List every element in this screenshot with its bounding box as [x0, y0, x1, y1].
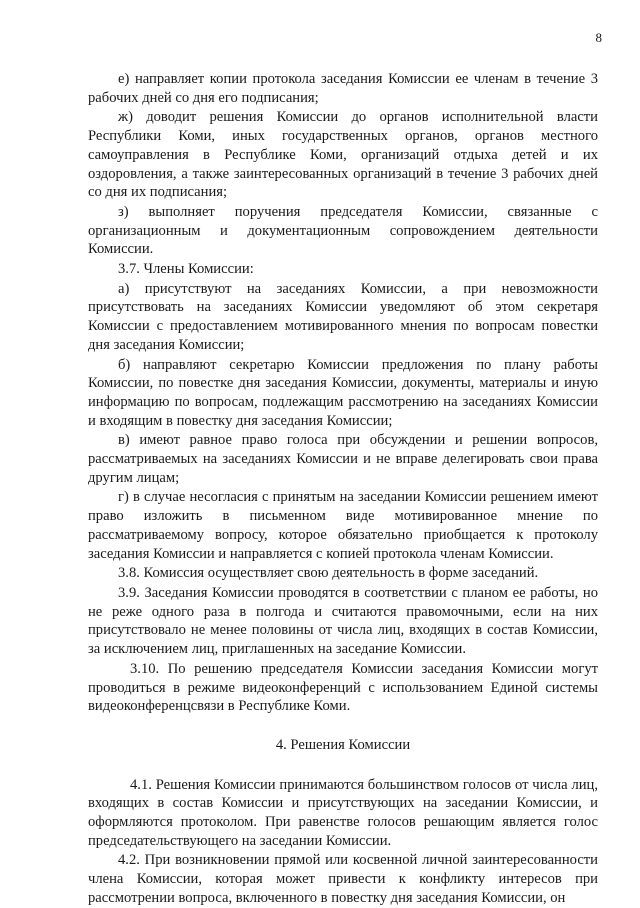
paragraph-3-10: 3.10. По решению председателя Комиссии заседания Комиссии могут проводиться в режиме видеоконференций с использованием Единой системы видеоконференцсвязи в Республике Коми.: [88, 660, 598, 715]
paragraph-v: в) имеют равное право голоса при обсуждении и решении вопросов, рассматриваемых на заседаниях Комиссии и не вправе делегировать свои права другим лицам;: [88, 432, 598, 486]
paragraph-z: з) выполняет поручения председателя Комиссии, связанные с организационным и документационным сопровождением деятельности Комиссии.: [88, 203, 598, 258]
paragraph-4-1: 4.1. Решения Комиссии принимаются большинством голосов от числа лиц, входящих в состав Комиссии и присутствующих на заседании Комиссии, и оформляются протоколом. При равенстве голосов решающим является голос председательствующего на заседании Комиссии.: [88, 776, 598, 849]
paragraph-b: б) направляют секретарю Комиссии предложения по плану работы Комиссии, по повестке дня заседания Комиссии, документы, материалы и иную информацию по вопросам, подлежащим рассмотрению на заседаниях Комиссии и входящим в повестку дня заседания Комиссии;: [88, 356, 598, 429]
paragraph-4-2: 4.2. При возникновении прямой или косвенной личной заинтересованности члена Комиссии, которая может привести к конфликту интересов при рассмотрении вопроса, включенного в повестку дня заседания Комиссии, он: [88, 852, 598, 906]
paragraph-a: а) присутствуют на заседаниях Комиссии, а при невозможности присутствовать на заседаниях Комиссии уведомляют об этом секретаря Комиссии с предоставлением мотивированного мнения по вопросам повестки дня заседания Комиссии;: [88, 280, 598, 353]
paragraph-3-8: 3.8. Комиссия осуществляет свою деятельность в форме заседаний.: [118, 565, 539, 582]
section-heading-4: 4. Решения Комиссии: [275, 736, 411, 753]
paragraph-3-7: 3.7. Члены Комиссии:: [118, 261, 254, 278]
paragraph-zh: ж) доводит решения Комиссии до органов исполнительной власти Республики Коми, иных государственных органов, органов местного самоуправления в Республике Коми, организаций отдыха детей и их оздоровления, а также заинтересованных организаций в течение 3 рабочих дней со дня их подписания;: [88, 109, 598, 201]
paragraph-g: г) в случае несогласия с принятым на заседании Комиссии решением имеют право изложить в письменном виде мотивированное мнение по рассматриваемому вопросу, которое обязательно приобщается к протоколу заседания Комиссии и направляется с копией протокола членам Комиссии.: [88, 489, 598, 562]
page-number: 8: [595, 30, 602, 45]
paragraph-e: е) направляет копии протокола заседания Комиссии ее членам в течение 3 рабочих дней со дня его подписания;: [88, 71, 598, 106]
paragraph-3-9: 3.9. Заседания Комиссии проводятся в соответствии с планом ее работы, но не реже одного раза в полгода и считаются правомочными, если на них присутствовало не менее половины от числа лиц, входящих в состав Комиссии, за исключением лиц, приглашенных на заседание Комиссии.: [88, 584, 598, 658]
document-body: [88, 70, 598, 908]
